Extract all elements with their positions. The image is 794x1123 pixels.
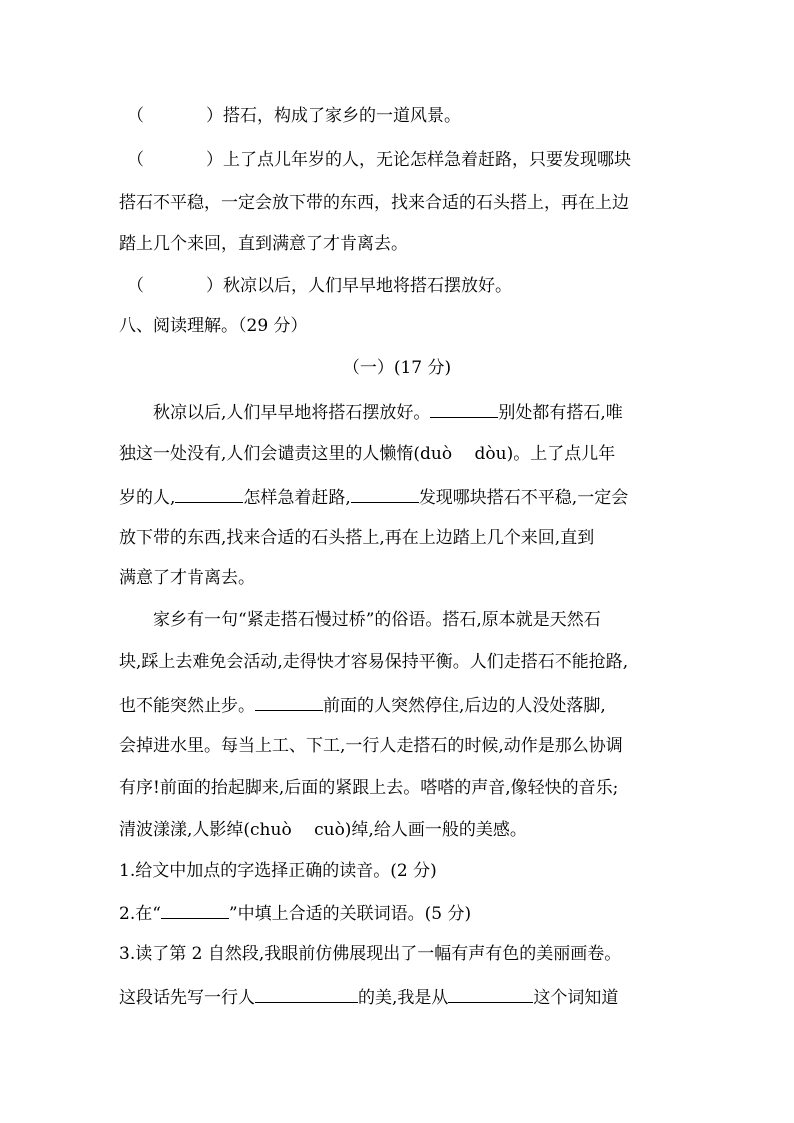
passage-line <box>153 399 623 425</box>
passage-line: 独这一处没有,人们会谴责这里的人懒惰(duò dòu)。上了点儿年 <box>119 444 616 464</box>
option-item-2-cont-2: 踏上几个来回，直到满意了才肯离去。 <box>119 234 408 254</box>
passage-line: 会掉进水里。每当上工、下工,一行人走搭石的时候,动作是那么协调 <box>119 736 623 756</box>
option-text: 搭石，构成了家乡的一道风景。 <box>223 106 461 126</box>
question-3-cont <box>119 984 618 1010</box>
answer-blank[interactable] <box>255 984 358 1003</box>
option-text: 秋凉以后，人们早早地将搭石摆放好。 <box>223 276 512 296</box>
passage-line <box>119 692 606 718</box>
question-text: 这个词知道 <box>533 988 619 1008</box>
passage-text: 前面的人突然停住,后边的人没处落脚, <box>323 696 606 716</box>
fill-blank[interactable] <box>430 399 498 418</box>
question-text: 这段话先写一行人 <box>119 988 255 1008</box>
passage-line: 放下带的东西,找来合适的石头搭上,再在上边踏上几个来回,直到 <box>119 528 595 548</box>
option-close-paren: ） <box>206 150 223 170</box>
question-text: 的美,我是从 <box>358 988 449 1008</box>
passage-line <box>119 484 628 510</box>
passage-line: 块,踩上去难免会活动,走得快才容易保持平衡。人们走搭石不能抢路, <box>119 652 629 672</box>
fill-blank[interactable] <box>175 484 243 503</box>
passage-text: 发现哪块搭石不平稳,一定会 <box>418 488 629 508</box>
option-open-paren: （ <box>127 106 144 126</box>
question-1: 1.给文中加点的字选择正确的读音。(2 分) <box>119 861 437 881</box>
passage-text: 别处都有搭石,唯 <box>498 403 623 423</box>
passage-text: 也不能突然止步。 <box>119 696 255 716</box>
passage-text: 怎样急着赶路, <box>243 488 351 508</box>
option-item-1 <box>127 104 461 128</box>
fill-blank <box>161 900 229 919</box>
passage-line: 家乡有一句“紧走搭石慢过桥”的俗语。搭石,原本就是天然石 <box>153 610 601 630</box>
question-3: 3.读了第 2 自然段,我眼前仿佛展现出了一幅有声有色的美丽画卷。 <box>119 944 622 964</box>
passage-text: 秋凉以后,人们早早地将搭石摆放好。 <box>153 403 431 423</box>
fill-blank[interactable] <box>255 692 323 711</box>
passage-line: 有序!前面的抬起脚来,后面的紧跟上去。嗒嗒的声音,像轻快的音乐; <box>119 778 619 798</box>
fill-blank[interactable] <box>351 484 419 503</box>
option-open-paren: （ <box>127 276 144 296</box>
passage-text: 岁的人, <box>119 488 176 508</box>
option-item-2-cont-1: 搭石不平稳，一定会放下带的东西，找来合适的石头搭上，再在上边 <box>119 193 629 213</box>
passage-line: 清波漾漾,人影绰(chuò cuò)绰,给人画一般的美感。 <box>119 820 527 840</box>
option-close-paren: ） <box>206 106 223 126</box>
question-2 <box>119 900 471 926</box>
option-item-2 <box>127 148 631 172</box>
part-title: （一）(17 分) <box>342 358 452 378</box>
section-title: 八、阅读理解。（29 分） <box>119 316 308 336</box>
option-close-paren: ） <box>206 276 223 296</box>
answer-blank[interactable] <box>448 984 533 1003</box>
option-item-3 <box>127 274 512 298</box>
option-text: 上了点儿年岁的人，无论怎样急着赶路，只要发现哪块 <box>223 150 631 170</box>
question-text: 2.在“ <box>119 904 161 924</box>
question-text: ”中填上合适的关联词语。(5 分) <box>228 904 472 924</box>
option-open-paren: （ <box>127 150 144 170</box>
passage-line: 满意了才肯离去。 <box>119 568 255 588</box>
